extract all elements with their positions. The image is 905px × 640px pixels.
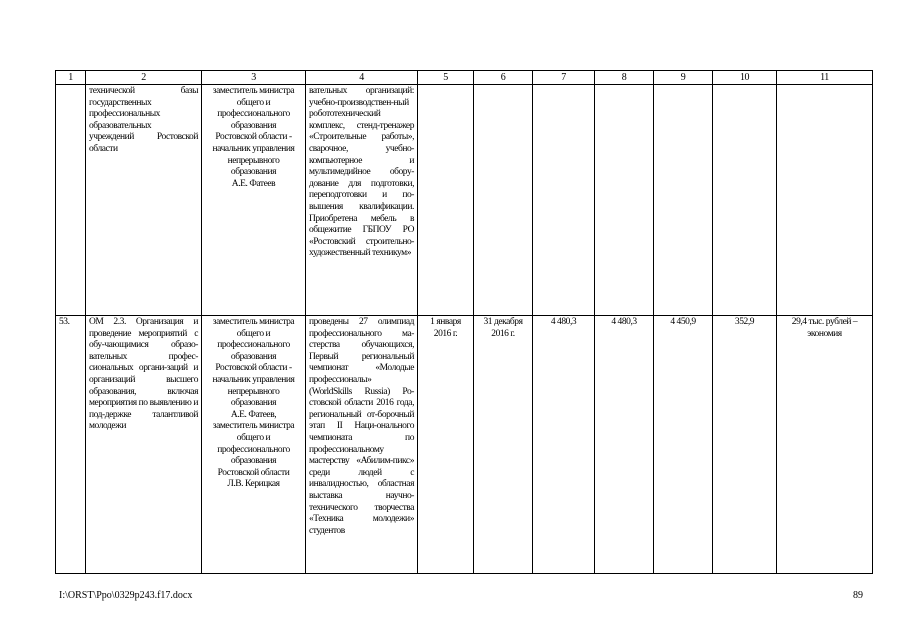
cell-empty [713, 85, 777, 316]
col-number: 6 [474, 71, 533, 85]
cell-measure: ОМ 2.3. Организация и проведение мероприятий с обу-чающимися образо-вательных профес-сиональных органи-заций и организаций высшего образования, включая мероприятия по выявлению и под-держке талантливой молодежи [86, 316, 202, 574]
col-number: 8 [595, 71, 654, 85]
cell-empty [474, 85, 533, 316]
cell-start-date: 1 января 2016 г. [418, 316, 474, 574]
cell-result: проведены 27 олимпиад профессионального ма-стерства обучающихся, Первый региональный чемпионат «Молодые профессионалы» (WorldSkills Russia) Ро-стовской области 2016 года, региональный от-борочный этап II Наци-онального чемпионата по профессиональному мастерству «Абилим-пикс» среди людей с инвалидностью, областная выставка научно-технического творчества «Техника молодежи» студентов [306, 316, 418, 574]
cell-note: 29,4 тыс. рублей – экономия [777, 316, 873, 574]
col-number: 3 [202, 71, 306, 85]
col-number: 5 [418, 71, 474, 85]
col-number: 4 [306, 71, 418, 85]
cell-measure: технической базы государственных профессиональных образовательных учреждений Ростовской области [86, 85, 202, 316]
header-row [56, 71, 873, 85]
cell-empty [777, 85, 873, 316]
cell-num: 53. [56, 316, 86, 574]
table-row [56, 316, 873, 574]
col-number: 11 [777, 71, 873, 85]
col-number: 10 [713, 71, 777, 85]
col-number: 9 [654, 71, 713, 85]
measures-table [55, 70, 873, 574]
cell-empty [418, 85, 474, 316]
col-number: 2 [86, 71, 202, 85]
cell-empty [533, 85, 595, 316]
cell-num [56, 85, 86, 316]
cell-responsible: заместитель министра общего и профессионального образования Ростовской области - начальник управления непрерывного образования А.Е. Фатеев [202, 85, 306, 316]
file-path: I:\ORST\Ppo\0329p243.f17.docx [59, 590, 193, 601]
cell-value: 4 480,3 [595, 316, 654, 574]
cell-end-date: 31 декабря 2016 г. [474, 316, 533, 574]
table-row [56, 85, 873, 316]
col-number: 1 [56, 71, 86, 85]
cell-value: 4 480,3 [533, 316, 595, 574]
page-number: 89 [853, 590, 863, 601]
cell-empty [595, 85, 654, 316]
cell-responsible: заместитель министра общего и профессионального образования Ростовской области - начальник управления непрерывного образования А.Е. Фатеев, заместитель министра общего и профессионального образования Ростовской области Л.В. Керицкая [202, 316, 306, 574]
cell-value: 352,9 [713, 316, 777, 574]
col-number: 7 [533, 71, 595, 85]
cell-value: 4 450,9 [654, 316, 713, 574]
cell-empty [654, 85, 713, 316]
cell-result: вательных организаций: учебно-производствен-ный робототехнический комплекс, стенд-тренажер «Строительные работы», сварочное, учебно-компьютерное и мультимедийное обору-дование для подготовки, переподготовки и по-вышения квалификации. Приобретена мебель в общежитие ГБПОУ РО «Ростовский строительно-художественный техникум» [306, 85, 418, 316]
